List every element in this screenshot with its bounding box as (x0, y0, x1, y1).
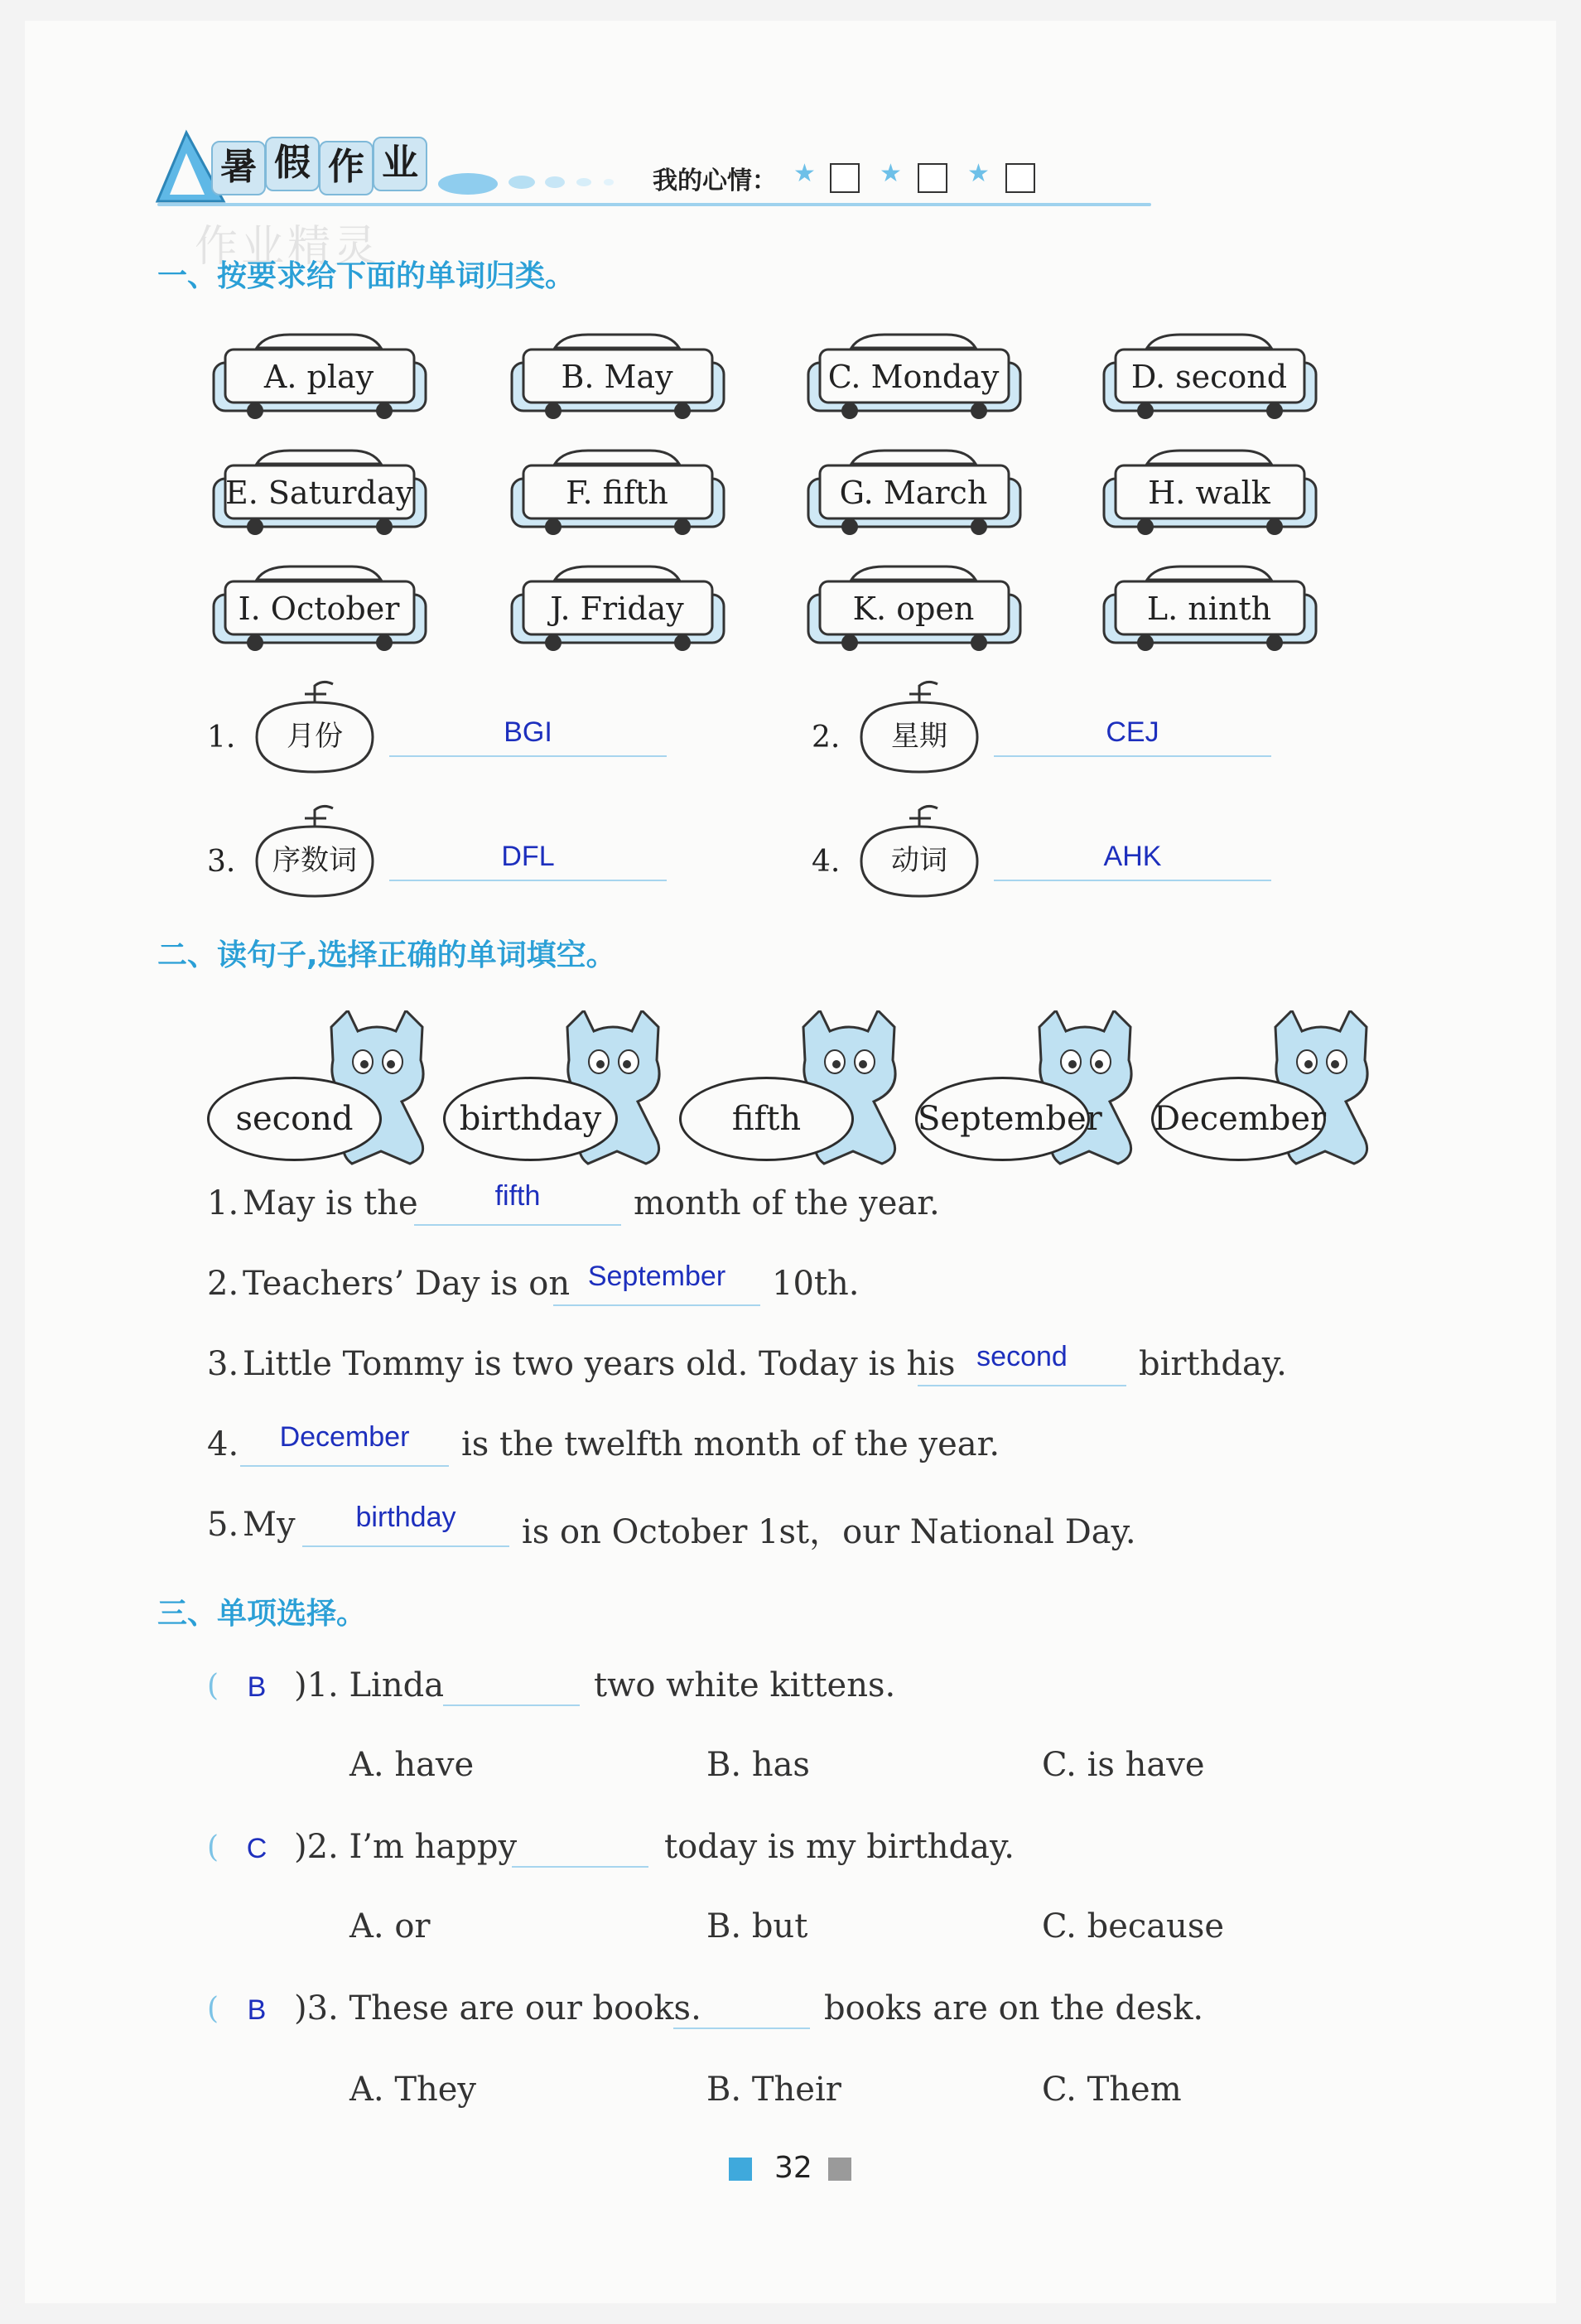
question-stem-after: today is my birthday. (664, 1828, 1015, 1866)
choice-word: September (918, 1100, 1102, 1138)
word-card-a (207, 331, 432, 422)
option-a[interactable]: A. They (349, 2071, 477, 2109)
answer-paren-open: ( (207, 1830, 219, 1864)
blank-answer[interactable]: birthday (355, 1502, 456, 1533)
cat-choice-second (207, 1010, 447, 1176)
watermark: 作业精灵 (195, 222, 381, 272)
word-card-k (802, 563, 1027, 654)
brand-char-4: 业 (373, 137, 427, 191)
option-b[interactable]: B. but (706, 1907, 808, 1946)
word-card-f (505, 447, 730, 538)
blank-line (302, 1545, 509, 1547)
mood-checkbox-2[interactable] (918, 163, 947, 193)
choice-word: second (235, 1100, 354, 1138)
answer-paren-open: ( (207, 1669, 219, 1703)
category-apple-verbs (845, 803, 994, 903)
cat-choice-september (915, 1010, 1155, 1176)
blank-line (553, 1304, 760, 1306)
word-label: L. ninth (1146, 591, 1272, 627)
question-stem: )3. These are our books. (294, 1989, 701, 2027)
option-b[interactable]: B. Their (706, 2071, 841, 2109)
answer-text[interactable]: CEJ (1106, 716, 1159, 748)
choice-oval (679, 1077, 854, 1161)
word-label: B. May (561, 359, 673, 395)
answer-text[interactable]: AHK (1103, 841, 1162, 872)
category-number: 3. (207, 845, 236, 879)
answer-paren-open: ( (207, 1992, 219, 2026)
page-marker-right-icon (828, 2158, 851, 2181)
choice-answer[interactable]: C (246, 1833, 268, 1864)
choice-word: fifth (731, 1100, 802, 1138)
cat-choice-birthday (443, 1010, 683, 1176)
blank-line (512, 1866, 648, 1868)
sentence-text-after: is on October 1st，our National Day. (522, 1513, 1136, 1551)
word-label: C. Monday (827, 359, 1000, 395)
choice-answer[interactable]: B (247, 1994, 267, 2026)
sentence-text-after: birthday. (1139, 1345, 1287, 1383)
page-number: 32 (774, 2151, 812, 2185)
word-label: A. play (263, 359, 374, 395)
question-stem-after: books are on the desk. (824, 1989, 1204, 2027)
sentence-number: 5. (207, 1506, 239, 1544)
word-card-e (207, 447, 432, 538)
option-a[interactable]: A. have (349, 1746, 475, 1784)
blank-answer[interactable]: second (976, 1341, 1068, 1372)
choice-word: December (1154, 1100, 1327, 1138)
option-c[interactable]: C. is have (1042, 1746, 1205, 1784)
category-label: 星期 (891, 720, 947, 753)
word-card-j (505, 563, 730, 654)
choice-oval (443, 1077, 618, 1161)
section-1-title: 一、按要求给下面的单词归类。 (157, 259, 576, 293)
option-a[interactable]: A. or (349, 1907, 431, 1946)
sentence-number: 3. (207, 1345, 239, 1383)
star-icon: ★ (880, 159, 902, 188)
blank-answer[interactable]: September (587, 1261, 726, 1292)
header-rule (157, 203, 1151, 206)
word-card-b (505, 331, 730, 422)
category-apple-weekdays (845, 679, 994, 779)
word-card-i (207, 563, 432, 654)
word-label: H. walk (1148, 475, 1270, 511)
blank-line (673, 2027, 810, 2029)
choice-word: birthday (459, 1100, 602, 1138)
choice-oval (207, 1077, 382, 1161)
sentence-number: 1. (207, 1184, 239, 1222)
section-2-title: 二、读句子,选择正确的单词填空。 (157, 938, 616, 972)
word-card-h (1097, 447, 1323, 538)
answer-line (389, 880, 667, 881)
category-number: 4. (812, 845, 841, 879)
word-card-c (802, 331, 1027, 422)
sentence-text-before: Little Tommy is two years old. Today is his (243, 1345, 956, 1383)
mood-checkbox-1[interactable] (830, 163, 860, 193)
brand-char-3: 作 (319, 141, 374, 195)
option-c[interactable]: C. because (1042, 1907, 1225, 1946)
option-c[interactable]: C. Them (1042, 2071, 1182, 2109)
brand-char-2: 假 (265, 137, 320, 191)
mood-checkbox-3[interactable] (1005, 163, 1035, 193)
word-label: F. fifth (566, 475, 668, 511)
sentence-text-before: Teachers’ Day is on (243, 1265, 571, 1303)
star-icon: ★ (967, 159, 990, 188)
category-label: 动词 (891, 844, 947, 877)
question-stem-after: two white kittens. (594, 1666, 896, 1704)
answer-line (994, 755, 1271, 757)
brand-char-1: 暑 (211, 141, 266, 195)
word-label: K. open (852, 591, 975, 627)
choice-oval (1151, 1077, 1326, 1161)
section-3-title: 三、单项选择。 (157, 1597, 367, 1631)
star-icon: ★ (793, 159, 816, 188)
decorative-bubbles-icon (431, 166, 629, 199)
word-card-g (802, 447, 1027, 538)
blank-line (240, 1465, 449, 1467)
cat-choice-december (1151, 1010, 1391, 1176)
blank-line (414, 1224, 621, 1226)
sentence-number: 4. (207, 1425, 239, 1463)
sentence-text-after: is the twelfth month of the year. (461, 1425, 1000, 1463)
page-marker-left-icon (729, 2158, 752, 2181)
blank-answer[interactable]: December (279, 1421, 410, 1453)
category-apple-ordinals (240, 803, 389, 903)
blank-line (443, 1704, 580, 1706)
word-label: D. second (1130, 359, 1288, 395)
word-label: I. October (238, 591, 400, 627)
word-card-l (1097, 563, 1323, 654)
sentence-text-before: My (243, 1506, 296, 1544)
category-apple-months (240, 679, 389, 779)
blank-line (918, 1385, 1126, 1386)
sentence-number: 2. (207, 1265, 239, 1303)
word-card-d (1097, 331, 1323, 422)
cat-choice-fifth (679, 1010, 919, 1176)
word-label: J. Friday (550, 591, 684, 627)
sentence-text-after: 10th. (772, 1265, 860, 1303)
blank-answer[interactable]: fifth (494, 1180, 541, 1212)
category-label: 月份 (287, 720, 343, 753)
choice-oval (915, 1077, 1102, 1161)
sentence-text-after: month of the year. (634, 1184, 940, 1222)
word-label: G. March (839, 475, 988, 511)
answer-line (389, 755, 667, 757)
category-number: 2. (812, 721, 841, 755)
choice-answer[interactable]: B (247, 1671, 267, 1703)
answer-line (994, 880, 1271, 881)
mood-label: 我的心情： (653, 166, 777, 195)
question-stem: )1. Linda (294, 1666, 445, 1704)
sentence-text-before: May is the (243, 1184, 418, 1222)
question-stem: )2. I’m happy (294, 1828, 518, 1866)
answer-text[interactable]: BGI (504, 716, 552, 748)
word-label: E. Saturday (225, 475, 413, 511)
category-number: 1. (207, 721, 236, 755)
option-b[interactable]: B. has (706, 1746, 810, 1784)
answer-text[interactable]: DFL (501, 841, 555, 872)
category-label: 序数词 (272, 844, 357, 877)
